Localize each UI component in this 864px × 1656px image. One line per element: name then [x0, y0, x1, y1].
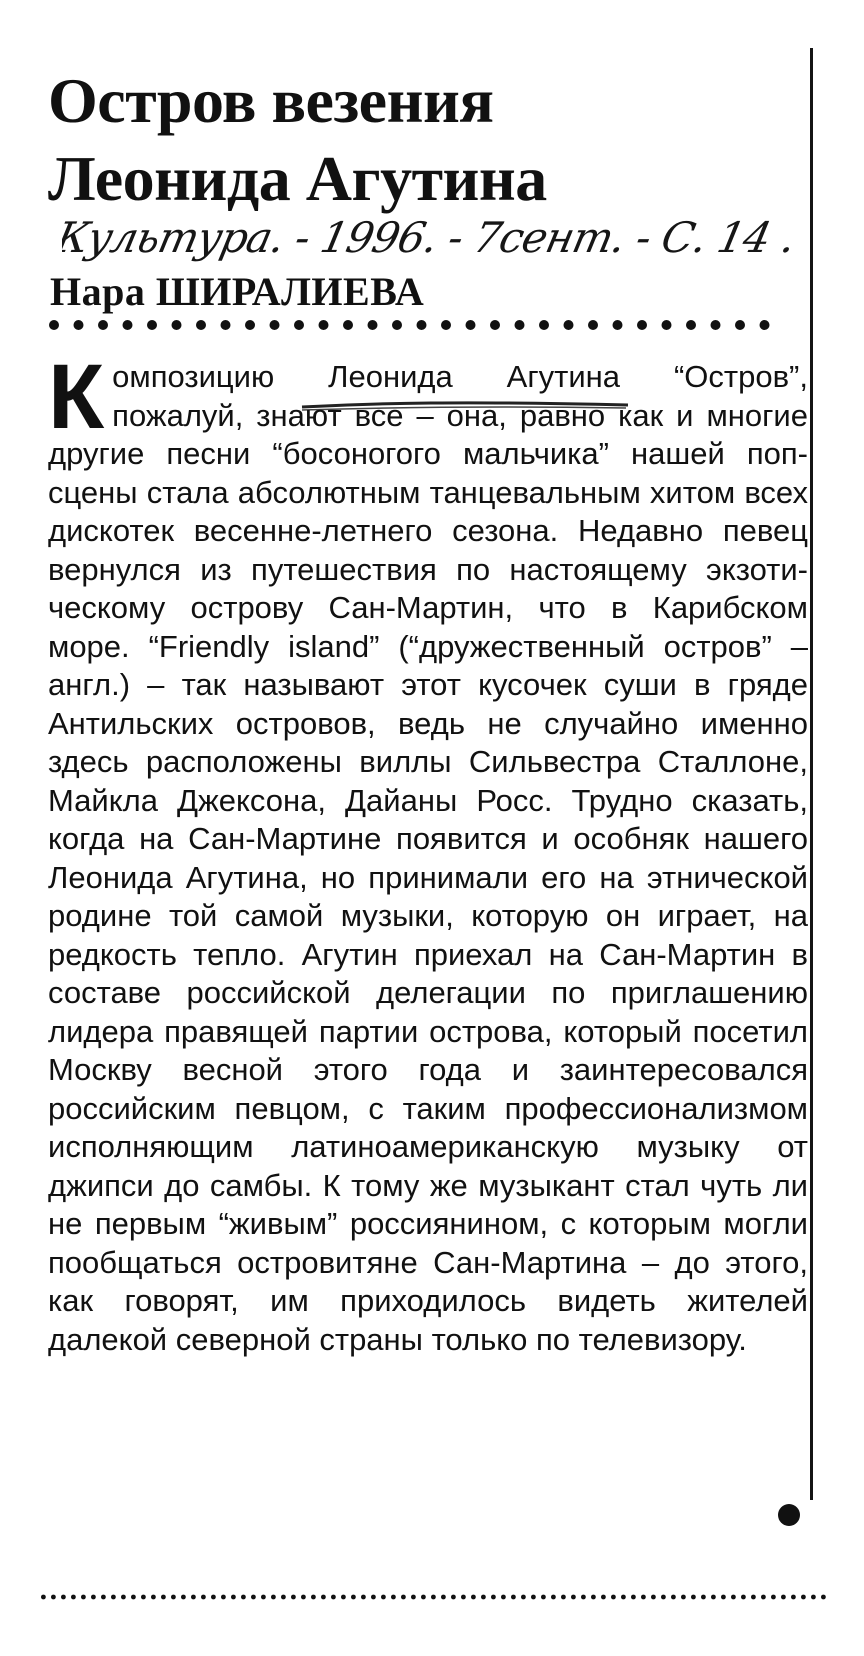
separator-dot: [531, 1595, 536, 1600]
separator-dot: [551, 1595, 556, 1600]
separator-dot: [343, 320, 353, 330]
separator-dot: [711, 320, 721, 330]
dotted-separator-bottom: [40, 1590, 830, 1604]
separator-dot: [51, 1595, 56, 1600]
separator-dot: [301, 1595, 306, 1600]
separator-dot: [341, 1595, 346, 1600]
headline-line-2: Леонида Агутина: [48, 143, 547, 214]
separator-dot: [681, 1595, 686, 1600]
separator-dot: [731, 1595, 736, 1600]
separator-dot: [451, 1595, 456, 1600]
separator-dot: [101, 1595, 106, 1600]
separator-dot: [381, 1595, 386, 1600]
separator-dot: [201, 1595, 206, 1600]
separator-dot: [471, 1595, 476, 1600]
separator-dot: [801, 1595, 806, 1600]
separator-dot: [760, 320, 770, 330]
separator-dot: [686, 320, 696, 330]
separator-dot: [251, 1595, 256, 1600]
separator-dot: [431, 1595, 436, 1600]
separator-dot: [391, 1595, 396, 1600]
separator-dot: [171, 1595, 176, 1600]
separator-dot: [371, 1595, 376, 1600]
separator-dot: [417, 320, 427, 330]
separator-dot: [661, 1595, 666, 1600]
separator-dot: [61, 1595, 66, 1600]
separator-dot: [245, 320, 255, 330]
separator-dot: [613, 320, 623, 330]
separator-dot: [221, 1595, 226, 1600]
separator-dot: [401, 1595, 406, 1600]
separator-dot: [541, 1595, 546, 1600]
author-byline: Нара ШИРАЛИЕВА: [50, 269, 425, 314]
separator-dot: [771, 1595, 776, 1600]
separator-dot: [281, 1595, 286, 1600]
separator-dot: [571, 1595, 576, 1600]
dotted-separator-top: [48, 318, 788, 332]
separator-dot: [392, 320, 402, 330]
separator-dot: [161, 1595, 166, 1600]
separator-dot: [41, 1595, 46, 1600]
separator-dot: [761, 1595, 766, 1600]
separator-dot: [319, 320, 329, 330]
separator-dot: [671, 1595, 676, 1600]
separator-dot: [651, 1595, 656, 1600]
separator-dot: [331, 1595, 336, 1600]
separator-dot: [368, 320, 378, 330]
separator-dot: [98, 320, 108, 330]
separator-dot: [291, 1595, 296, 1600]
separator-dot: [191, 1595, 196, 1600]
headline: [48, 62, 748, 218]
handwritten-note-text: Культура. - 1996. - 7сент. - С. 14 .: [62, 214, 800, 263]
separator-dot: [581, 1595, 586, 1600]
separator-dot: [151, 1595, 156, 1600]
separator-dot: [511, 1595, 516, 1600]
separator-dot: [481, 1595, 486, 1600]
separator-dot: [49, 320, 59, 330]
separator-dot: [421, 1595, 426, 1600]
separator-dot: [701, 1595, 706, 1600]
separator-dot: [211, 1595, 216, 1600]
separator-dot: [490, 320, 500, 330]
separator-dot: [641, 1595, 646, 1600]
separator-dot: [781, 1595, 786, 1600]
separator-dot: [271, 1595, 276, 1600]
separator-dot: [637, 320, 647, 330]
separator-dot: [491, 1595, 496, 1600]
separator-dot: [123, 320, 133, 330]
separator-dot: [361, 1595, 366, 1600]
headline-line-1: Остров везения: [48, 65, 494, 136]
separator-dot: [751, 1595, 756, 1600]
separator-dot: [270, 320, 280, 330]
separator-dot: [74, 320, 84, 330]
separator-dot: [711, 1595, 716, 1600]
separator-dot: [196, 320, 206, 330]
separator-dot: [71, 1595, 76, 1600]
separator-dot: [466, 320, 476, 330]
separator-dot: [411, 1595, 416, 1600]
article-text: омпозицию Леонида Агутина “Остров”, пожалуй, знают все – она, равно как и многие другие песни “босоногого мальчика” нашей поп-сцены стала абсолютным танцевальным хитом всех дискотек весенне-летнего сезона. Недавно певец вернулся из путешествия по настоящему экзотическому острову Сан-Мартин, что в Карибском море. “Friendly island” (“дружественный остров” – англ.) – так называют этот кусочек суши в гряде Антильских островов, ведь не случайно именно здесь расположены виллы Сильвестра Сталлоне, Майкла Джексона, Дайаны Росс. Трудно сказать, когда на Сан-Мартине появится и особняк нашего Леонида Агутина, но принимали его на этнической родине той самой музыки, которую он играет, на редкость тепло. Агутин приехал на Сан-Мартин в составе российской делегации по приглашению лидера правящей партии острова, который посетил Москву весной этого года и заинтересовался российским певцом, с таким профессионализмом исполняющим латиноамериканскую музыку от джипси до самбы. К тому же музыкант стал чуть ли не первым “живым” россиянином, с которым могли пообщаться островитяне Сан-Мартина – до этого, как говорят, им приходилось видеть жителей далекой северной страны только по телевизору.: [48, 359, 808, 1357]
separator-dot: [111, 1595, 116, 1600]
separator-dot: [221, 320, 231, 330]
separator-dot: [791, 1595, 796, 1600]
separator-dot: [735, 320, 745, 330]
drop-cap-letter: К: [48, 346, 105, 448]
separator-dot: [601, 1595, 606, 1600]
separator-dot: [521, 1595, 526, 1600]
separator-dot: [131, 1595, 136, 1600]
separator-dot: [294, 320, 304, 330]
separator-dot: [91, 1595, 96, 1600]
article-body: [48, 346, 808, 1359]
separator-dot: [441, 320, 451, 330]
separator-dot: [141, 1595, 146, 1600]
separator-dot: [81, 1595, 86, 1600]
separator-dot: [311, 1595, 316, 1600]
separator-dot: [261, 1595, 266, 1600]
separator-dot: [241, 1595, 246, 1600]
separator-dot: [147, 320, 157, 330]
separator-dot: [662, 320, 672, 330]
separator-dot: [561, 1595, 566, 1600]
separator-dot: [621, 1595, 626, 1600]
separator-dot: [441, 1595, 446, 1600]
separator-dot: [231, 1595, 236, 1600]
separator-dot: [691, 1595, 696, 1600]
separator-dot: [721, 1595, 726, 1600]
separator-dot: [741, 1595, 746, 1600]
separator-dot: [631, 1595, 636, 1600]
separator-dot: [515, 320, 525, 330]
separator-dot: [461, 1595, 466, 1600]
separator-dot: [321, 1595, 326, 1600]
separator-dot: [351, 1595, 356, 1600]
separator-dot: [821, 1595, 826, 1600]
separator-dot: [811, 1595, 816, 1600]
separator-dot: [501, 1595, 506, 1600]
separator-dot: [611, 1595, 616, 1600]
separator-dot: [564, 320, 574, 330]
separator-dot: [181, 1595, 186, 1600]
separator-dot: [588, 320, 598, 330]
separator-dot: [539, 320, 549, 330]
end-of-article-bullet-icon: [778, 1504, 800, 1526]
separator-dot: [172, 320, 182, 330]
separator-dot: [121, 1595, 126, 1600]
separator-dot: [591, 1595, 596, 1600]
